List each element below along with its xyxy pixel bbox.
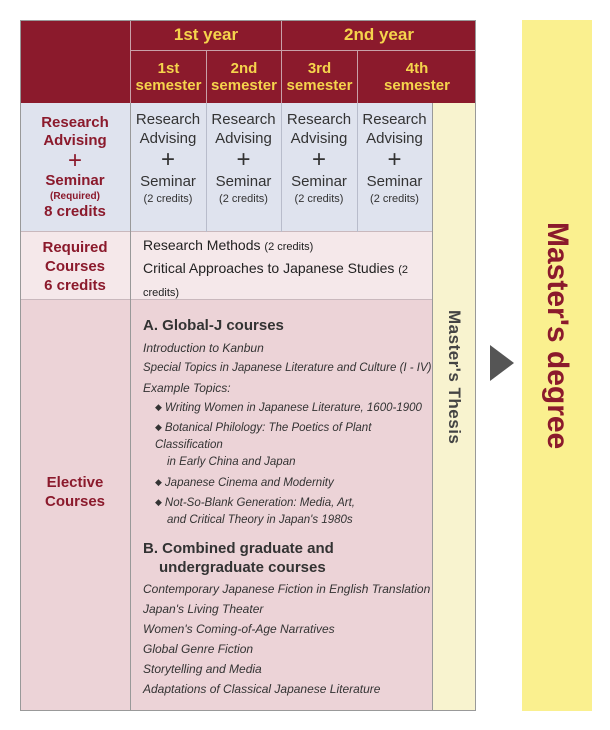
thesis-label: Master's Thesis [445,309,464,445]
cell-advising: Advising [290,130,348,147]
research-cell-sem3 [281,110,357,207]
research-cell-sem4 [357,110,432,207]
required-label-line1: Required [42,238,108,256]
combined-title-line2: undergraduate courses [159,559,326,576]
plus-icon: + [236,146,251,173]
course-item: Japan's Living Theater [143,602,264,616]
cell-advising: Advising [215,130,272,147]
required-label-line2: Courses [44,257,106,275]
semester-3-header [281,51,357,103]
global-j-title: A. Global-J courses [143,317,284,334]
semester-4-header [357,51,476,103]
topic-item [155,398,433,418]
cell-seminar: Seminar [140,173,196,190]
semester-3-ordinal: 3rd [307,60,332,77]
combined-group [143,539,433,699]
course-item: Women's Coming-of-Age Narratives [143,622,335,636]
semester-2-ordinal: 2nd [230,60,258,77]
course-item: Adaptations of Classical Japanese Literature [143,682,381,696]
year-2-header: 2nd year [281,20,476,51]
topic-item [155,473,433,493]
cell-seminar: Seminar [366,173,423,190]
plus-icon: + [387,146,402,173]
global-j-group [143,316,433,529]
semester-3-word: semester [286,77,353,94]
topic-line: Not-So-Blank Generation: Media, Art, [164,497,355,509]
topic-line: Botanical Philology: The Poetics of Plant Classification [155,422,372,451]
semester-2-header [206,51,281,103]
topic-item [155,420,433,471]
course-item: Special Topics in Japanese Literature and Culture (I - IV) [143,362,432,374]
research-label-required: (Required) [50,191,100,202]
elective-label [20,300,130,684]
divider [281,103,282,232]
research-cell-sem1 [130,110,206,207]
cell-credits: (2 credits) [219,193,268,205]
cell-research: Research [362,111,427,128]
course-item: Storytelling and Media [143,662,262,676]
cell-credits: (2 credits) [294,193,344,205]
research-label-line3: Seminar [45,172,105,189]
elective-label-line2: Courses [44,493,106,510]
combined-title-line1: B. Combined graduate and [143,540,334,557]
research-label-line2: Advising [43,132,107,149]
elective-label-line1: Elective [46,474,104,491]
research-label-line1: Research [41,114,109,131]
course-item: Contemporary Japanese Fiction in English Translation [143,582,431,596]
cell-advising: Advising [366,130,423,147]
required-label [20,232,130,300]
divider [130,232,131,300]
semester-1-word: semester [135,77,202,94]
degree-label: Master's degree [541,221,574,450]
semester-4-ordinal: 4th [405,60,429,77]
cell-research: Research [211,111,276,128]
semester-2-word: semester [211,77,277,94]
divider [357,103,358,232]
cell-advising: Advising [139,130,197,147]
cell-research: Research [135,111,201,128]
degree-box [522,20,592,711]
cell-credits: (2 credits) [370,193,419,205]
cell-credits: (2 credits) [143,193,193,205]
cell-research: Research [286,111,352,128]
header-corner [20,20,130,103]
course-item: Global Genre Fiction [143,642,254,656]
topic-line: in Early China and Japan [167,456,296,468]
required-label-credits: 6 credits [44,276,106,294]
thesis-wrap [432,103,476,711]
research-label-plus: + [67,147,82,174]
topic-list [143,398,433,529]
semester-4-word: semester [384,77,450,94]
divider [130,103,131,232]
topic-line: Writing Women in Japanese Literature, 1600-1900 [164,402,422,414]
divider [130,300,131,711]
plus-icon: + [160,146,175,173]
example-topics-label: Example Topics: [143,381,231,395]
topic-line: Japanese Cinema and Modernity [164,477,334,489]
research-label [20,103,130,232]
course-item: Introduction to Kanbun [143,341,264,355]
research-cell-sem2 [206,110,281,207]
year-1-header: 1st year [130,20,281,51]
semester-1-ordinal: 1st [157,60,180,77]
arrow-right-icon [488,343,516,383]
topic-line-wrap [155,420,433,454]
divider [206,103,207,232]
semester-1-header [130,51,206,103]
topic-line: and Critical Theory in Japan's 1980s [167,514,353,526]
research-label-credits: 8 credits [44,203,106,220]
topic-item [155,495,433,529]
course-name: Critical Approaches to Japanese Studies [143,260,395,276]
cell-seminar: Seminar [215,173,272,190]
plus-icon: + [311,146,326,173]
course-name: Research Methods [143,237,261,253]
required-course [143,258,433,304]
course-credits: (2 credits) [143,264,409,299]
course-credits: (2 credits) [264,241,314,253]
required-course [143,235,433,258]
topic-line-wrap [155,495,433,512]
cell-seminar: Seminar [291,173,347,190]
